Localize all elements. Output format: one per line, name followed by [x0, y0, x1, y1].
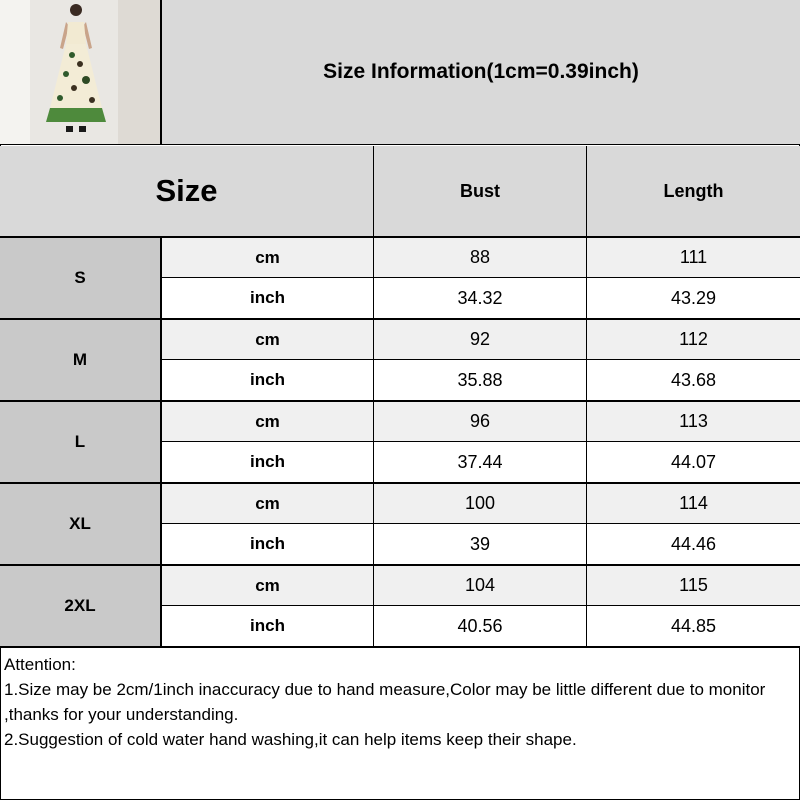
unit-inch-label: inch	[162, 442, 374, 482]
bust-cm-value: 92	[374, 320, 587, 359]
inch-row	[162, 278, 800, 318]
length-cm-value: 111	[679, 247, 708, 267]
size-chart-header	[0, 0, 800, 145]
length-cm-value: 113	[679, 411, 708, 431]
inch-row	[162, 442, 800, 482]
cm-row	[162, 320, 800, 360]
bust-inch-value: 39	[374, 524, 587, 564]
size-info-title-cell	[162, 0, 800, 144]
bust-cm-value: 88	[374, 238, 587, 277]
inch-row	[162, 524, 800, 564]
size-row-group	[0, 484, 800, 566]
size-row-group	[0, 566, 800, 648]
unit-inch-label: inch	[162, 524, 374, 564]
size-label: M	[0, 320, 162, 400]
cm-row	[162, 566, 800, 606]
cm-row	[162, 484, 800, 524]
inch-row	[162, 606, 800, 646]
attention-heading: Attention:	[4, 655, 76, 674]
bust-inch-value: 37.44	[374, 442, 587, 482]
product-photo	[0, 0, 162, 144]
length-cm-value: 114	[679, 493, 708, 513]
size-info-title: Size Information(1cm=0.39inch)	[323, 60, 639, 83]
unit-inch-label: inch	[162, 278, 374, 318]
unit-cm-label: cm	[162, 402, 374, 441]
length-cm-value: 115	[679, 575, 708, 595]
length-inch-value: 43.68	[670, 369, 717, 390]
unit-inch-label: inch	[162, 360, 374, 400]
length-inch-value: 44.46	[670, 533, 717, 554]
attention-note-2: 2.Suggestion of cold water hand washing,it can help items keep their shape.	[4, 730, 577, 749]
bust-inch-value: 35.88	[374, 360, 587, 400]
attention-note-1: 1.Size may be 2cm/1inch inaccuracy due to hand measure,Color may be little different due to monitor ,thanks for your understanding.	[4, 680, 766, 724]
size-label: S	[0, 238, 162, 318]
bust-column-header: Bust	[374, 146, 587, 236]
unit-inch-label: inch	[162, 606, 374, 646]
size-label: XL	[0, 484, 162, 564]
length-cm-value: 112	[679, 329, 708, 349]
attention-notes	[0, 650, 800, 800]
unit-cm-label: cm	[162, 238, 374, 277]
bust-cm-value: 96	[374, 402, 587, 441]
size-label: 2XL	[0, 566, 162, 646]
size-column-header: Size	[0, 146, 374, 236]
length-inch-value: 44.85	[670, 615, 717, 636]
inch-row	[162, 360, 800, 400]
size-row-group	[0, 402, 800, 484]
size-label: L	[0, 402, 162, 482]
size-row-group	[0, 238, 800, 320]
bust-inch-value: 40.56	[374, 606, 587, 646]
unit-cm-label: cm	[162, 484, 374, 523]
bust-cm-value: 104	[374, 566, 587, 605]
bust-cm-value: 100	[374, 484, 587, 523]
size-row-group	[0, 320, 800, 402]
unit-cm-label: cm	[162, 566, 374, 605]
length-column-header: Length	[587, 146, 800, 236]
table-header	[0, 146, 800, 238]
cm-row	[162, 402, 800, 442]
unit-cm-label: cm	[162, 320, 374, 359]
length-inch-value: 44.07	[670, 451, 717, 472]
length-inch-value: 43.29	[670, 287, 717, 308]
bust-inch-value: 34.32	[374, 278, 587, 318]
cm-row	[162, 238, 800, 278]
dress-model-image	[0, 0, 160, 144]
